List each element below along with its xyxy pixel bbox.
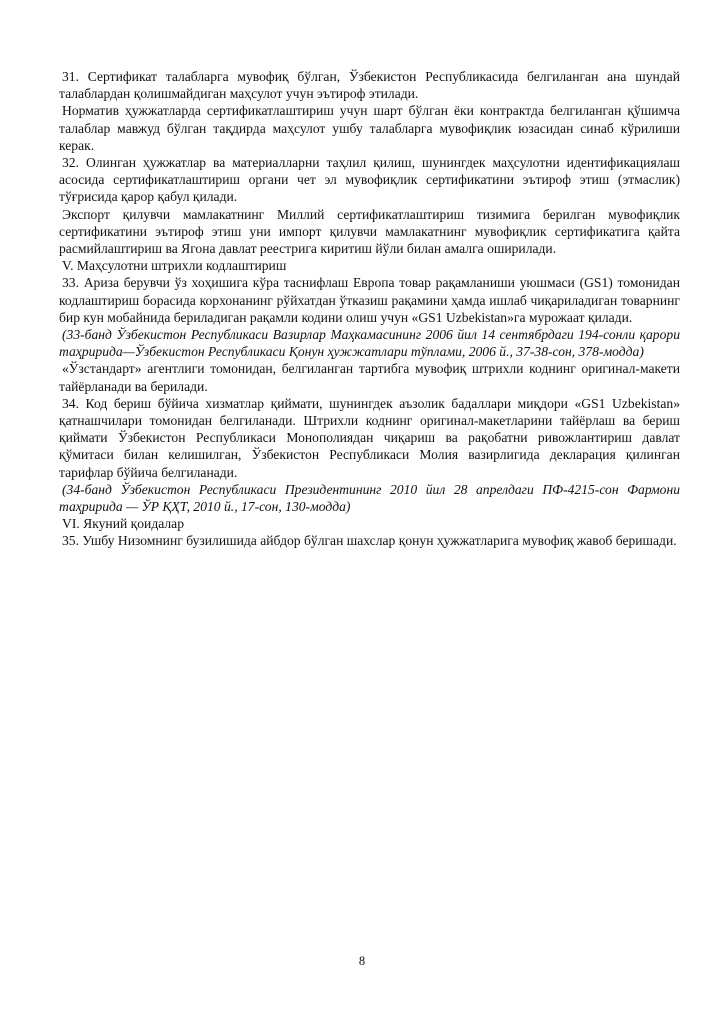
section-heading-vi-text: VI. Якуний қоидалар	[62, 516, 184, 532]
paragraph-33-text: 33. Ариза берувчи ўз хоҳишига кўра таснифлаш Европа товар рақамланиши уюшмаси (GS1) томонидан кодлаштириш борасида корхонанинг рўйхатдан ўтказиш рақамини ҳамда ишлаб чиқариладиган товарнинг бир кун мобайнида бериладиган рақамли кодини олиш учун «GS1 Uzbekistan»га мурожаат қилади.	[59, 275, 680, 325]
paragraph-35-text: 35. Ушбу Низомнинг бузилишида айбдор бўлган шахслар қонун ҳужжатларига мувофиқ жавоб беришади.	[62, 533, 677, 549]
paragraph-31-text: 31. Сертификат талабларга мувофиқ бўлган, Ўзбекистон Республикасида белгиланган ана шундай талаблардан қолишмайдиган маҳсулот учун эътироф этилади.	[59, 69, 680, 102]
amendment-note-33-text: (33-банд Ўзбекистон Республикаси Вазирлар Маҳкамасининг 2006 йил 14 сентябрдаги 194-сонли қарори таҳририда—Ўзбекистон Республикаси Қонун ҳужжатлари тўплами, 2006 й., 37-38-сон, 378-модда)	[59, 327, 680, 360]
paragraph-32-cont	[59, 206, 680, 258]
paragraph-31	[59, 68, 680, 102]
paragraph-34-text: 34. Код бериш бўйича хизматлар қиймати, шунингдек аъзолик бадаллари миқдори «GS1 Uzbekistan» қатнашчилари томонидан белгиланади. Штрихли коднинг оригинал-макетларини тайёрлаш ва бериш қиймати Ўзбекистон Республикаси Монополиядан чиқариш ва рақобатни ривожлантириш давлат қўмитаси билан келишилган, Ўзбекистон Республикаси Молия вазирлигида декларация қилинган тарифлар бўйича белгиланади.	[59, 395, 680, 480]
document-body	[59, 68, 680, 550]
amendment-note-34-text: (34-банд Ўзбекистон Республикаси Президентининг 2010 йил 28 апрелдаги ПФ-4215-сон Фармони таҳририда — ЎР ҚҲТ, 2010 й., 17-сон, 130-модда)	[59, 481, 680, 515]
paragraph-33-cont-text: «Ўзстандарт» агентлиги томонидан, белгиланган тартибга мувофиқ штрихли коднинг оригинал-макети тайёрланади ва берилади.	[59, 361, 680, 394]
paragraph-32	[59, 154, 680, 206]
paragraph-35	[59, 532, 680, 549]
paragraph-32-text: 32. Олинган ҳужжатлар ва материалларни таҳлил қилиш, шунингдек маҳсулотни идентификациялаш асосида сертификатлаштириш органи чет эл мувофиқлик сертификатини эътироф этиш (этмаслик) тўғрисида қарор қабул қилади.	[59, 155, 680, 205]
paragraph-31-cont	[59, 102, 680, 154]
page-number: 8	[358, 954, 366, 968]
amendment-note-34	[59, 481, 680, 515]
section-heading-v-text: V. Маҳсулотни штрихли кодлаштириш	[62, 258, 287, 274]
paragraph-33-cont	[59, 360, 680, 394]
section-heading-v	[59, 257, 680, 274]
amendment-note-33	[59, 326, 680, 360]
paragraph-34	[59, 395, 680, 481]
section-heading-vi	[59, 515, 680, 532]
paragraph-31-cont-text: Норматив ҳужжатларда сертификатлаштириш учун шарт бўлган ёки контрактда белгиланган қўшимча талаблар мавжуд бўлган тақдирда маҳсулот ушбу талабларга мувофиқлик юзасидан синаб кўрилиши керак.	[59, 103, 680, 153]
paragraph-32-cont-text: Экспорт қилувчи мамлакатнинг Миллий сертификатлаштириш тизимига берилган мувофиқлик сертификатини эътироф этиш уни импорт қилувчи мамлакатнинг мувофиқлик сертификатига қайта расмийлаштириш ва Ягона давлат реестрига киритиш йўли билан амалга оширилади.	[59, 206, 680, 257]
paragraph-33	[59, 274, 680, 326]
